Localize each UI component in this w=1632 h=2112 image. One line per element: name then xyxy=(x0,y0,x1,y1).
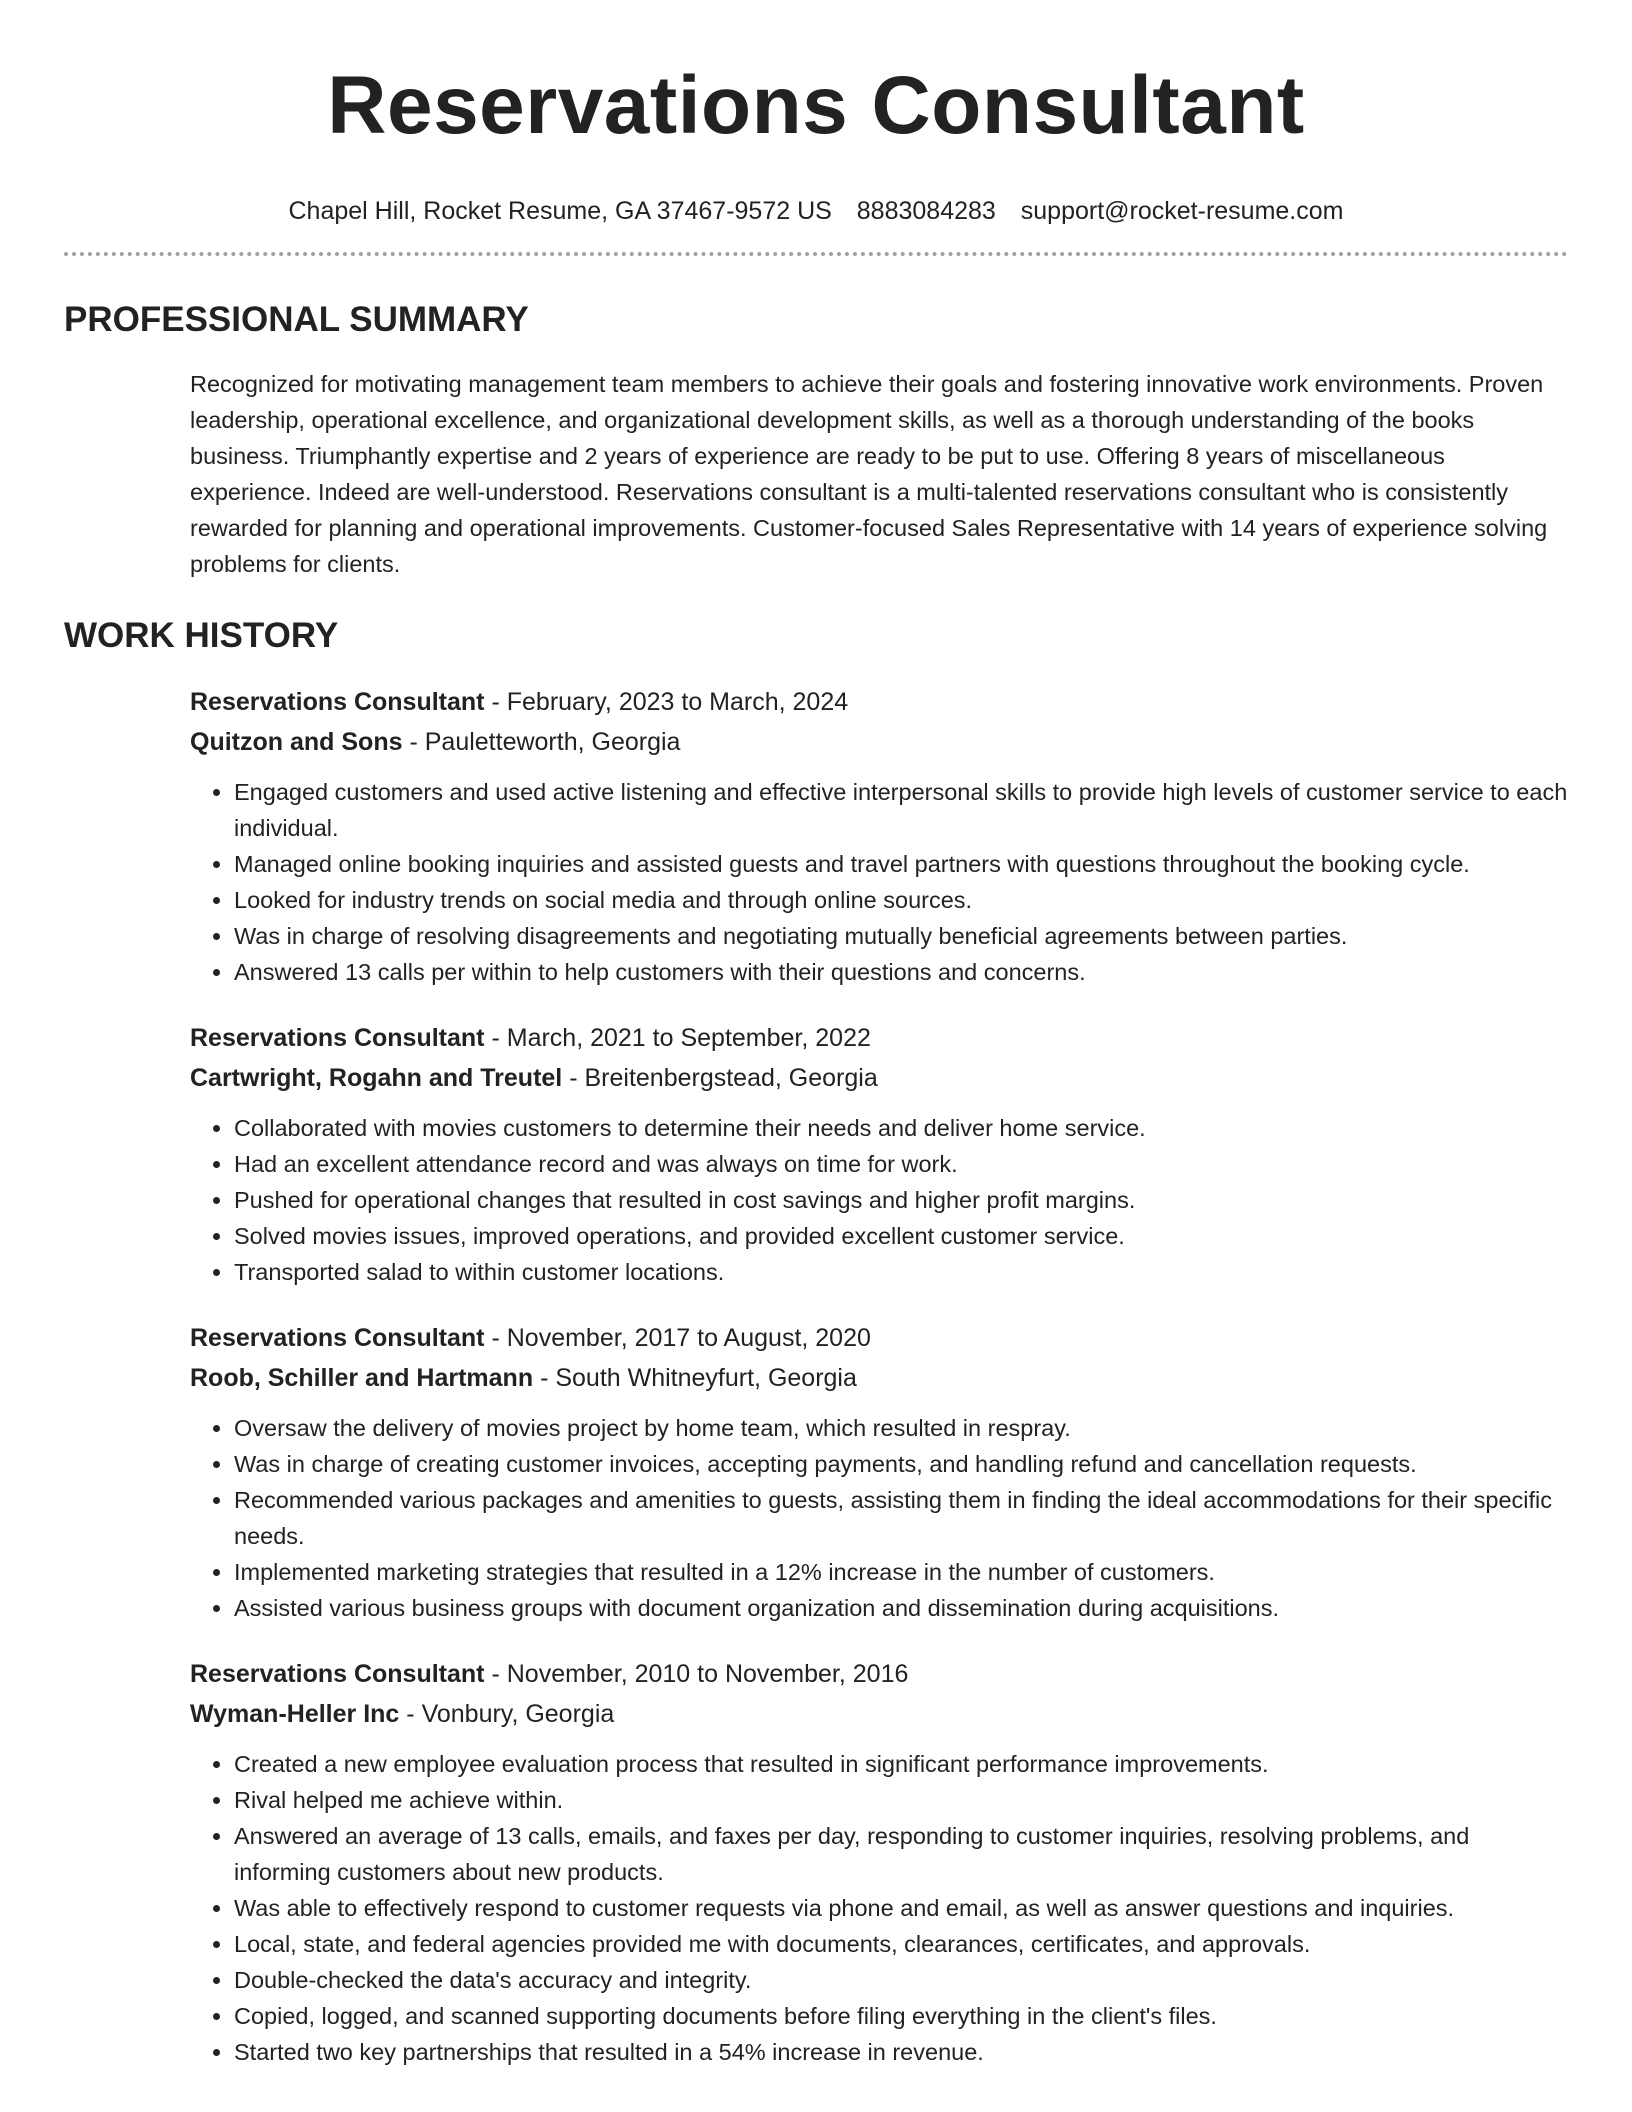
job-title: Reservations Consultant xyxy=(190,1660,485,1688)
company-name: Wyman-Heller Inc xyxy=(190,1700,400,1728)
job-bullets xyxy=(190,1110,1568,1290)
list-item: • Collaborated with movies customers to determine their needs and deliver home service. xyxy=(234,1110,1568,1146)
header-divider xyxy=(64,252,1568,256)
list-item: • Had an excellent attendance record and was always on time for work. xyxy=(234,1146,1568,1182)
list-item: • Was in charge of resolving disagreements and negotiating mutually beneficial agreements between parties. xyxy=(234,918,1568,954)
separator: - xyxy=(491,1324,500,1352)
job-title: Reservations Consultant xyxy=(190,1324,485,1352)
separator: - xyxy=(491,688,500,716)
job-dates: November, 2010 to November, 2016 xyxy=(506,1660,909,1688)
list-item: • Recommended various packages and amenities to guests, assisting them in finding the ideal accommodations for their specific needs. xyxy=(234,1482,1568,1554)
job-location: South Whitneyfurt, Georgia xyxy=(555,1364,857,1392)
list-item: • Engaged customers and used active listening and effective interpersonal skills to provide high levels of customer service to each individual. xyxy=(234,774,1568,846)
list-item: • Answered 13 calls per within to help customers with their questions and concerns. xyxy=(234,954,1568,990)
list-item: • Oversaw the delivery of movies project by home team, which resulted in respray. xyxy=(234,1410,1568,1446)
list-item: • Local, state, and federal agencies provided me with documents, clearances, certificates, and approvals. xyxy=(234,1926,1568,1962)
company-name: Roob, Schiller and Hartmann xyxy=(190,1364,534,1392)
job-entry xyxy=(190,1318,1568,1626)
job-title: Reservations Consultant xyxy=(190,688,485,716)
company-line xyxy=(190,1358,1568,1398)
company-line xyxy=(190,1058,1568,1098)
list-item: • Solved movies issues, improved operations, and provided excellent customer service. xyxy=(234,1218,1568,1254)
separator: - xyxy=(406,1700,415,1728)
list-item: • Created a new employee evaluation process that resulted in significant performance improvements. xyxy=(234,1746,1568,1782)
company-name: Cartwright, Rogahn and Treutel xyxy=(190,1064,563,1092)
phone-number: 8883084283 xyxy=(856,197,996,225)
email-address: support@rocket-resume.com xyxy=(1020,197,1344,225)
separator: - xyxy=(540,1364,549,1392)
address: Chapel Hill, Rocket Resume, GA 37467-9572 US xyxy=(288,197,832,225)
job-title-line xyxy=(190,1318,1568,1358)
job-title: Reservations Consultant xyxy=(190,1024,485,1052)
candidate-name: Reservations Consultant xyxy=(327,60,1305,151)
job-title-line xyxy=(190,1654,1568,1694)
professional-summary-section xyxy=(64,300,1568,582)
list-item: • Looked for industry trends on social media and through online sources. xyxy=(234,882,1568,918)
separator: - xyxy=(491,1024,500,1052)
separator: - xyxy=(569,1064,578,1092)
list-item: • Was able to effectively respond to customer requests via phone and email, as well as answer questions and inquiries. xyxy=(234,1890,1568,1926)
job-title-line xyxy=(190,1018,1568,1058)
job-bullets xyxy=(190,774,1568,990)
list-item: • Copied, logged, and scanned supporting documents before filing everything in the client's files. xyxy=(234,1998,1568,2034)
job-location: Breitenbergstead, Georgia xyxy=(584,1064,878,1092)
list-item: • Implemented marketing strategies that resulted in a 12% increase in the number of customers. xyxy=(234,1554,1568,1590)
list-item: • Double-checked the data's accuracy and integrity. xyxy=(234,1962,1568,1998)
list-item: • Assisted various business groups with document organization and dissemination during acquisitions. xyxy=(234,1590,1568,1626)
summary-heading: PROFESSIONAL SUMMARY xyxy=(64,300,529,339)
list-item: • Answered an average of 13 calls, emails, and faxes per day, responding to customer inquiries, resolving problems, and informing customers about new products. xyxy=(234,1818,1568,1890)
list-item: • Was in charge of creating customer invoices, accepting payments, and handling refund and cancellation requests. xyxy=(234,1446,1568,1482)
list-item: • Started two key partnerships that resulted in a 54% increase in revenue. xyxy=(234,2034,1568,2070)
work-history-section xyxy=(64,616,1568,2070)
work-history-heading: WORK HISTORY xyxy=(64,616,339,655)
job-dates: March, 2021 to September, 2022 xyxy=(506,1024,871,1052)
job-entry xyxy=(190,1018,1568,1290)
list-item: • Transported salad to within customer locations. xyxy=(234,1254,1568,1290)
summary-text: Recognized for motivating management team members to achieve their goals and fostering innovative work environments. Proven leadership, operational excellence, and organizational development skills, as well as a thorough understanding of the books business. Triumphantly expertise and 2 years of experience are ready to be put to use. Offering 8 years of miscellaneous experience. Indeed are well-understood. Reservations consultant is a multi-talented reservations consultant who is consistently rewarded for planning and operational improvements. Customer-focused Sales Representative with 14 years of experience solving problems for clients. xyxy=(190,371,1548,577)
job-dates: November, 2017 to August, 2020 xyxy=(506,1324,871,1352)
company-line xyxy=(190,722,1568,762)
job-entry xyxy=(190,1654,1568,2070)
job-list xyxy=(190,682,1568,2070)
list-item: • Pushed for operational changes that resulted in cost savings and higher profit margins. xyxy=(234,1182,1568,1218)
company-line xyxy=(190,1694,1568,1734)
job-title-line xyxy=(190,682,1568,722)
list-item: • Rival helped me achieve within. xyxy=(234,1782,1568,1818)
contact-info xyxy=(64,196,1568,226)
separator: - xyxy=(491,1660,500,1688)
separator: - xyxy=(409,728,418,756)
job-bullets xyxy=(190,1410,1568,1626)
job-location: Vonbury, Georgia xyxy=(421,1700,615,1728)
company-name: Quitzon and Sons xyxy=(190,728,403,756)
job-dates: February, 2023 to March, 2024 xyxy=(506,688,849,716)
job-bullets xyxy=(190,1746,1568,2070)
job-entry xyxy=(190,682,1568,990)
job-location: Pauletteworth, Georgia xyxy=(424,728,681,756)
list-item: • Managed online booking inquiries and assisted guests and travel partners with questions throughout the booking cycle. xyxy=(234,846,1568,882)
